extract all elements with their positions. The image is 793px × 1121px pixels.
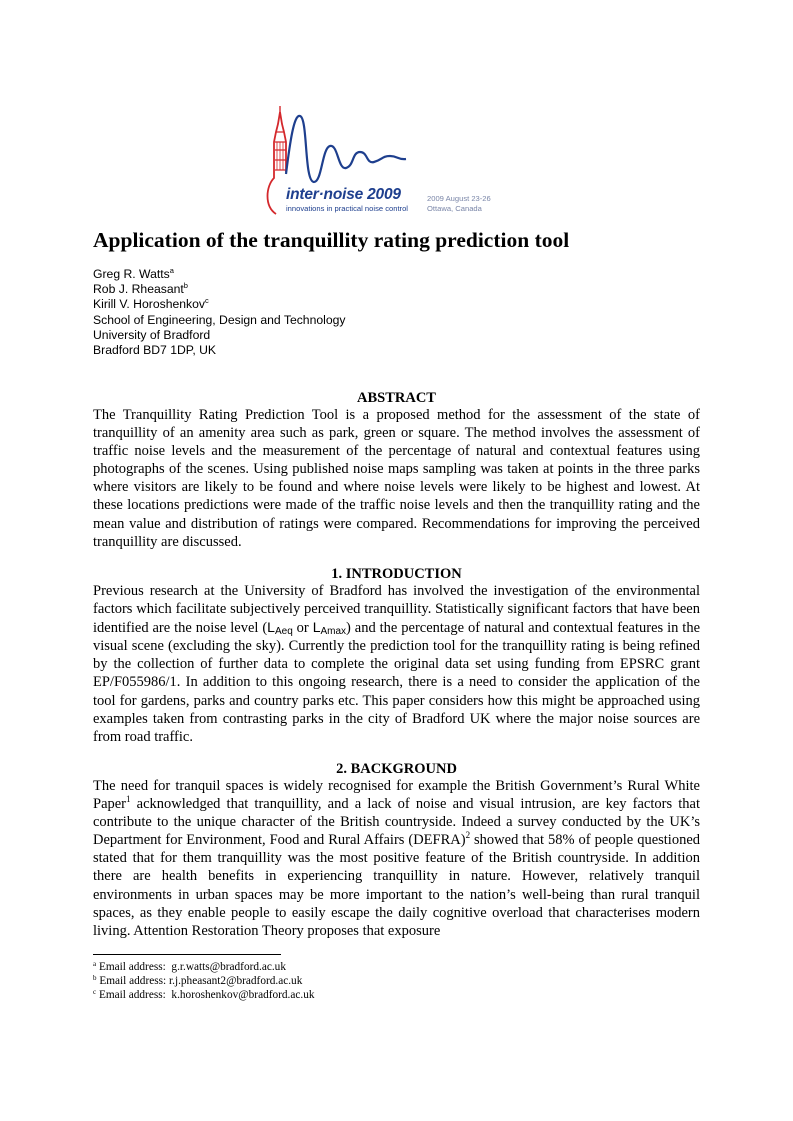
background-text bbox=[93, 777, 700, 940]
background-text-part: showed that 58% of people questioned stated that for them tranquillity was the most positive feature of the British countryside. In addition there are health benefits in experiencing tranquillity in nature. However, relatively tranquil environments in urban spaces may be more important to the nation’s well-being than rural tranquil spaces, as they enable people to easily escape the daily cognitive overload that characterises modern living. Attention Restoration Theory proposes that exposure bbox=[93, 832, 701, 939]
laeq-symbol: $L_{Aeq}$ bbox=[267, 619, 293, 638]
intro-text-part: or bbox=[292, 620, 313, 637]
author-name: Greg R. Watts bbox=[93, 267, 170, 281]
background-text-part: acknowledged that tranquillity, and a lack of noise and visual intrusion, are key factors that contribute to the unique character of the British countryside. Indeed a survey conducted by the UK’s Department for Environment, Food and Rural Affairs (DEFRA) bbox=[93, 796, 700, 849]
author-line bbox=[93, 282, 346, 297]
footnotes bbox=[93, 960, 315, 1003]
footnote-rule bbox=[93, 954, 281, 955]
author-block bbox=[93, 267, 346, 358]
author-mark: c bbox=[205, 296, 209, 306]
affiliation-line: School of Engineering, Design and Technology bbox=[93, 312, 346, 327]
email-link[interactable]: r.j.pheasant2@bradford.ac.uk bbox=[168, 975, 303, 988]
background-text-part: The need for tranquil spaces is widely recognised for example the British Government’s Rural White Paper bbox=[93, 778, 700, 813]
footnote: $^b$ Email address: r.j.pheasant2@bradford.ac.uk bbox=[93, 974, 303, 988]
logo-date: 2009 August 23-26 bbox=[427, 194, 491, 203]
author-name: Rob J. Rheasant bbox=[93, 282, 184, 297]
affiliation-line: Bradford BD7 1DP, UK bbox=[93, 343, 217, 358]
logo-tagline: innovations in practical noise control bbox=[286, 204, 408, 213]
abstract-text: The Tranquillity Rating Prediction Tool is a proposed method for the assessment of the state of tranquillity of an amenity area such as park, green or square. The method involves the assessment of traffic noise levels and the measurement of the percentage of natural and contextual features using photographs of the scenes. Using published noise maps sampling was taken at points in the three parks where visitors are likely to be found and where noise levels were likely to be highest and lowest. At these locations predictions were made of the traffic noise levels and then the tranquillity rating and the mean value and distribution of ratings were compared. Recommendations for improving the perceived tranquillity are discussed. bbox=[93, 407, 700, 550]
logo-place: Ottawa, Canada bbox=[427, 204, 482, 213]
footnote: $^c$ Email address: k.horoshenkov@bradford.ac.uk bbox=[93, 988, 315, 1002]
reference-mark: 1 bbox=[126, 794, 131, 805]
author-mark: a bbox=[169, 266, 174, 275]
introduction-heading: 1. INTRODUCTION bbox=[331, 566, 462, 582]
author-line bbox=[93, 267, 346, 282]
conference-logo bbox=[262, 102, 524, 218]
affiliation-line: University of Bradford bbox=[93, 327, 211, 342]
author-name: Kirill V. Horoshenkov bbox=[93, 297, 205, 312]
logo-brand: inter·noise 2009 bbox=[286, 186, 401, 203]
intro-text-part: Previous research at the University of Bradford has involved the investigation of the environmental factors which facilitate subjectively perceived tranquillity. Statistically significant factors that have been identified are the noise level ( bbox=[93, 583, 700, 637]
intro-text-part: ) and the percentage of natural and contextual features in the visual scene (excluding the sky). Currently the prediction tool for the tranquillity rating is being refined by the collection of further data to complete the original data set using funding from EPSRC grant EP/F055986/1. In addition to this ongoing research, there is a need to consider the application of the tool for gardens, parks and country parks etc. This paper considers how this might be approached using examples taken from contrasting parks in the city of Bradford UK where the major noise sources are from road traffic. bbox=[93, 620, 701, 745]
email-link[interactable]: k.horoshenkov@bradford.ac.uk bbox=[171, 989, 315, 1002]
background-heading: 2. BACKGROUND bbox=[336, 761, 457, 777]
author-mark: b bbox=[183, 281, 188, 291]
email-link[interactable]: g.r.watts@bradford.ac.uk bbox=[171, 961, 286, 973]
paper-title: Application of the tranquillity rating prediction tool bbox=[93, 228, 570, 252]
footnote: $^a$ Email address: g.r.watts@bradford.ac.uk bbox=[93, 960, 286, 973]
introduction-text bbox=[93, 582, 700, 746]
lamax-symbol: $L_{Amax}$ bbox=[312, 619, 347, 638]
reference-mark: 2 bbox=[465, 830, 471, 841]
abstract-heading: ABSTRACT bbox=[357, 390, 436, 406]
author-line bbox=[93, 297, 346, 312]
